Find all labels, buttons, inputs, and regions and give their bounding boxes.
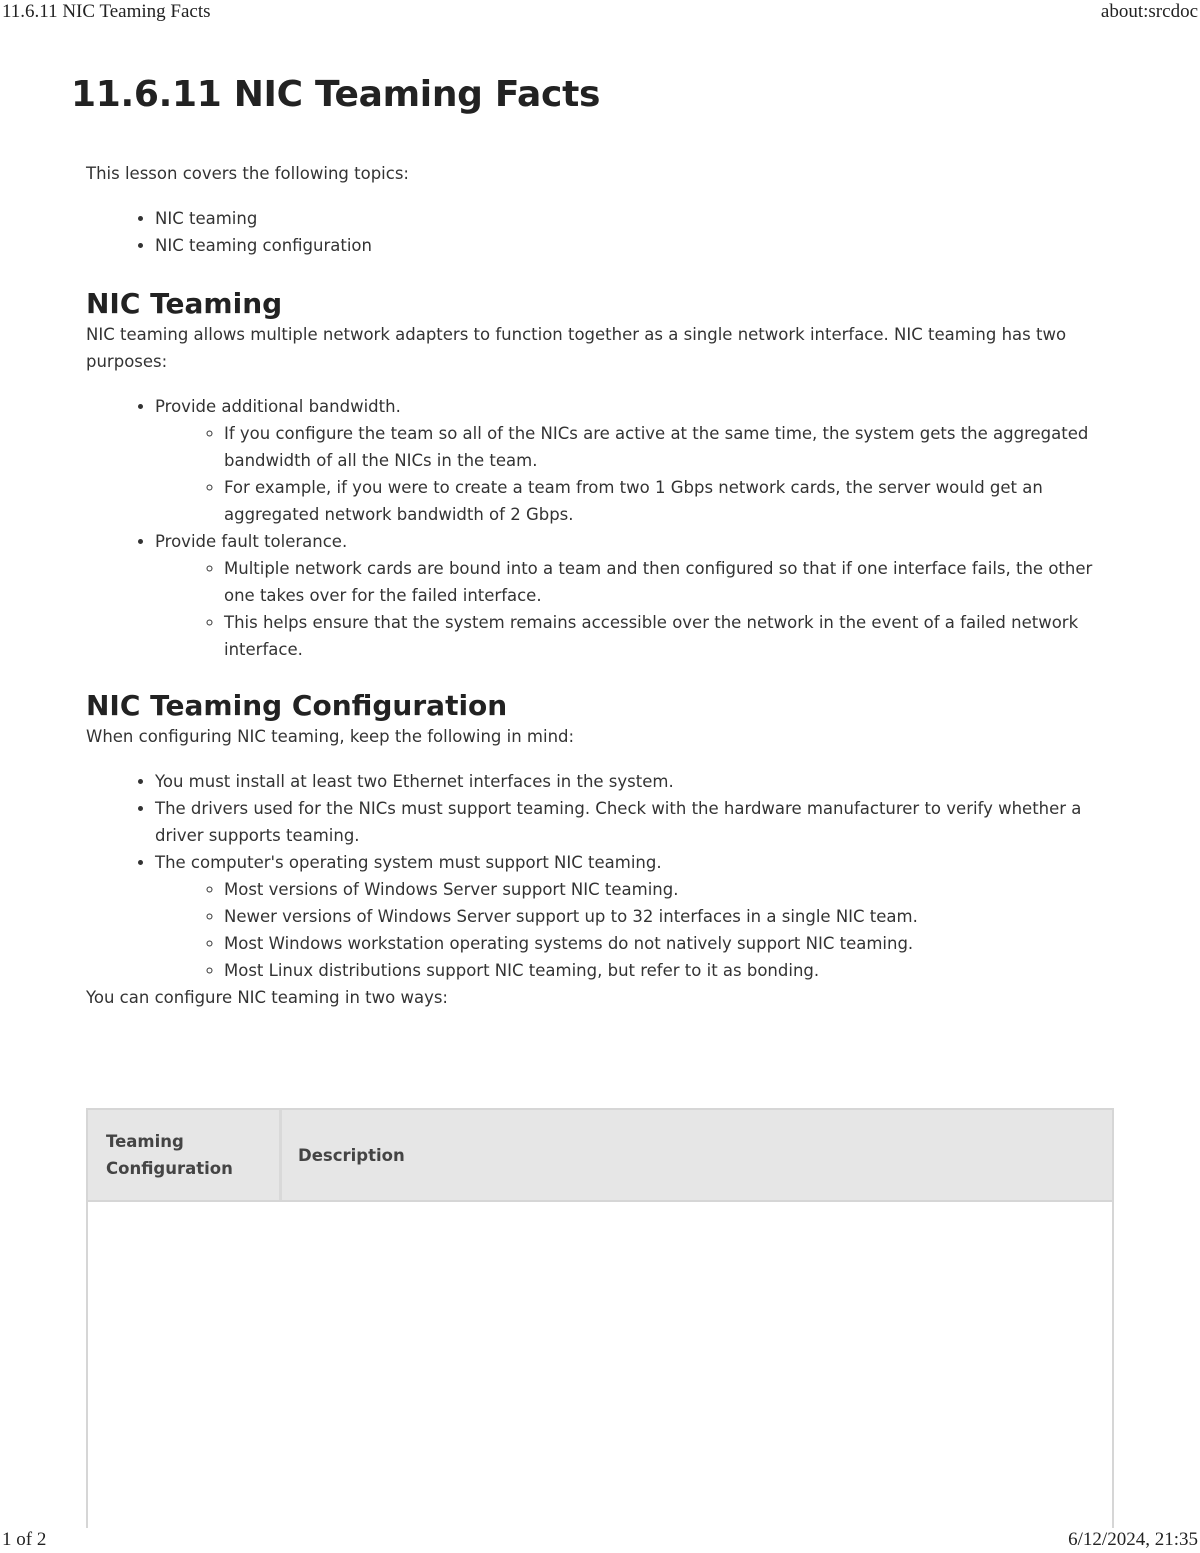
print-header-title: 11.6.11 NIC Teaming Facts [2,1,211,22]
section-heading-nic-teaming: NIC Teaming [86,287,283,320]
page-title: 11.6.11 NIC Teaming Facts [71,74,601,115]
table-header-row [88,1110,1112,1202]
list-item [155,849,1116,984]
list-item-text: The computer's operating system must support NIC teaming. [155,853,662,872]
list-item: ◦ Newer versions of Windows Server support up to 32 interfaces in a single NIC team. [224,903,1116,930]
list-item: • NIC teaming configuration [155,232,1116,259]
list-item: • NIC teaming [155,205,1116,232]
list-item: ◦ Most Linux distributions support NIC teaming, but refer to it as bonding. [224,957,1116,984]
topics-list [86,205,1116,259]
print-header-url: about:srcdoc [1100,1,1198,22]
list-item-text: Provide fault tolerance. [155,532,348,551]
list-item [155,393,1116,528]
section-paragraph: When configuring NIC teaming, keep the following in mind: [86,727,575,746]
list-item-text: Provide additional bandwidth. [155,397,401,416]
requirements-list [86,768,1116,984]
section-paragraph: NIC teaming allows multiple network adapters to function together as a single network interface. NIC teaming has two purposes: [86,325,1067,371]
list-item: ◦ For example, if you were to create a team from two 1 Gbps network cards, the server would get an aggregated network bandwidth of 2 Gbps. [224,474,1116,528]
sub-list [155,420,1116,528]
section-heading-nic-teaming-configuration: NIC Teaming Configuration [86,689,508,722]
purposes-list [86,393,1116,663]
table-header-cell [88,1110,282,1200]
table-header-cell [282,1110,405,1200]
list-item: ◦ Most Windows workstation operating systems do not natively support NIC teaming. [224,930,1116,957]
header-description: Description [298,1145,405,1165]
list-item: ◦ If you configure the team so all of the NICs are active at the same time, the system gets the aggregated bandwidth of all the NICs in the team. [224,420,1116,474]
intro-text: This lesson covers the following topics: [86,164,409,183]
list-item: ◦ Multiple network cards are bound into a team and then configured so that if one interface fails, the other one takes over for the failed interface. [224,555,1116,609]
lesson-content [86,160,1116,1011]
header-teaming-configuration: Teaming Configuration [106,1132,233,1178]
list-item [155,528,1116,663]
list-item: ◦ This helps ensure that the system remains accessible over the network in the event of a failed network interface. [224,609,1116,663]
ways-text: You can configure NIC teaming in two ways: [86,988,448,1007]
sub-list [155,876,1116,984]
list-item: ◦ Most versions of Windows Server support NIC teaming. [224,876,1116,903]
list-item: • The drivers used for the NICs must support teaming. Check with the hardware manufacturer to verify whether a driver supports teaming. [155,795,1116,849]
list-item: • You must install at least two Ethernet interfaces in the system. [155,768,1116,795]
teaming-configuration-table [86,1108,1114,1528]
print-timestamp: 6/12/2024, 21:35 [1068,1529,1198,1550]
page-number: 1 of 2 [2,1529,47,1550]
sub-list [155,555,1116,663]
